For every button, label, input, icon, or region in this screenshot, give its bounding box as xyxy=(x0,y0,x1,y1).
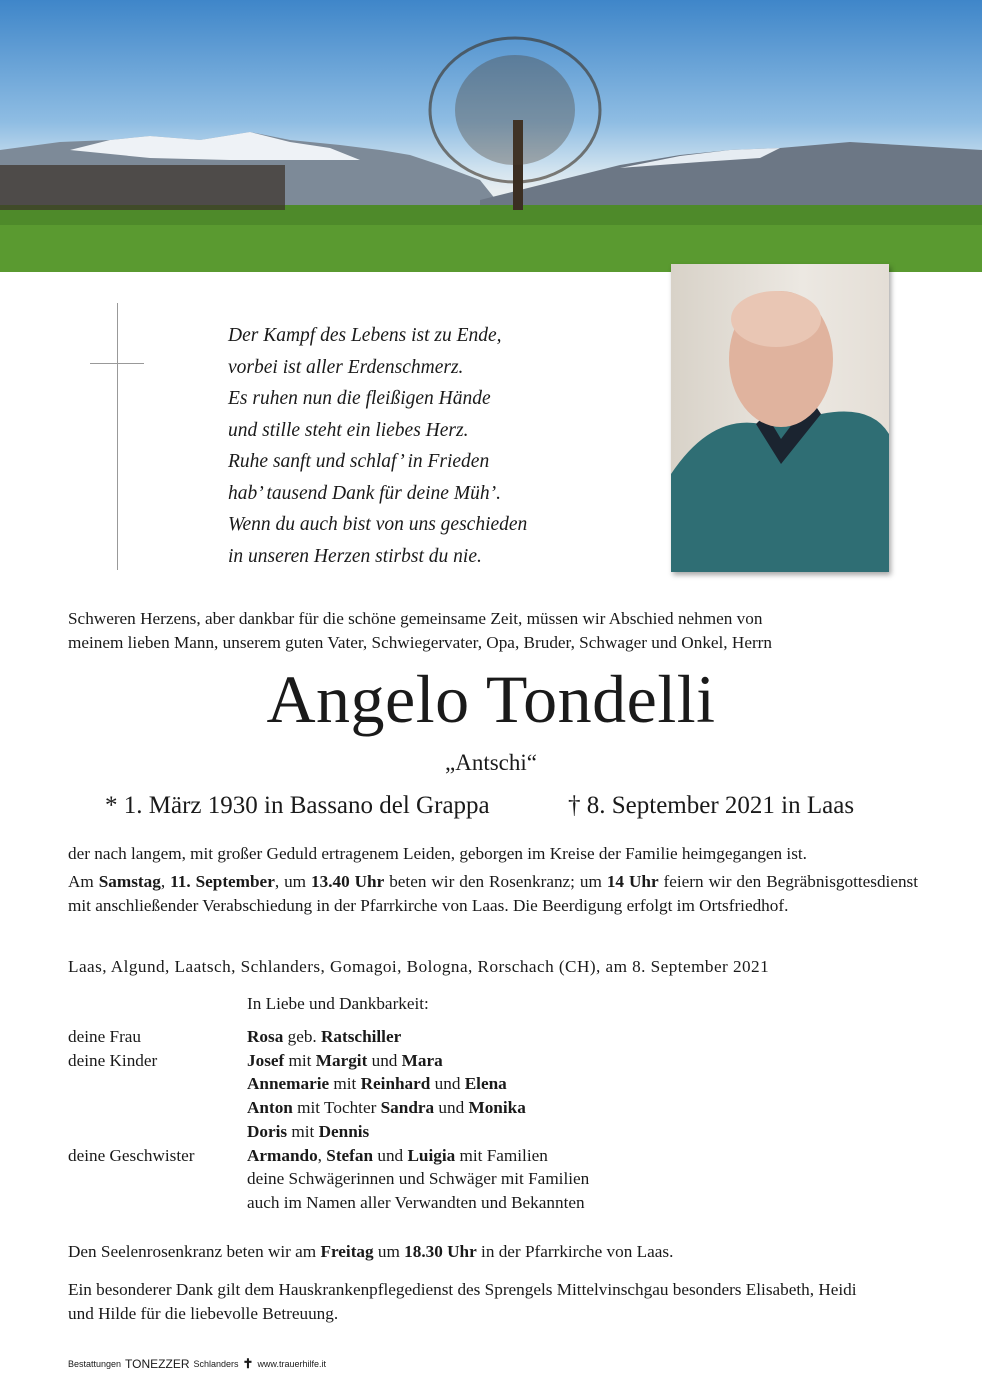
bold-text: Elena xyxy=(464,1074,507,1094)
bold-text: Freitag xyxy=(320,1242,374,1261)
intro-line: Schweren Herzens, aber dankbar für die schöne gemeinsame Zeit, müssen wir Abschied nehmen von xyxy=(68,609,763,628)
intro-line: meinem lieben Mann, unserem guten Vater, Schwiegervater, Opa, Bruder, Schwager und Onkel, Herrn xyxy=(68,633,772,652)
family-member xyxy=(247,1169,589,1189)
text: , xyxy=(160,872,171,891)
family-member xyxy=(247,1122,369,1142)
poem-line: Ruhe sanft und schlaf’ in Frieden xyxy=(228,451,490,472)
relation-label: deine Frau xyxy=(68,1027,142,1046)
poem-line: vorbei ist aller Erdenschmerz. xyxy=(228,356,464,378)
footer-prefix: Bestattungen xyxy=(68,1359,122,1369)
text: in der Pfarrkirche von Laas. xyxy=(476,1242,674,1261)
portrait-photo xyxy=(671,264,889,572)
thanks-text: Ein besonderer Dank gilt dem Hauskrankenpflegedienst des Sprengels Mittelvinschgau besonders Elisabeth, Heidi und Hilde für die liebevolle Betreuung. xyxy=(68,1280,857,1323)
landscape-banner-image xyxy=(0,0,982,272)
bold-text: 13.40 Uhr xyxy=(311,872,385,891)
relation-label: deine Kinder xyxy=(68,1050,158,1070)
bold-text: Dennis xyxy=(318,1121,370,1141)
bold-text: Ratschiller xyxy=(321,1027,402,1046)
funeral-home-brand: TONEZZER xyxy=(125,1357,190,1371)
bold-text: Mara xyxy=(401,1050,443,1070)
text: auch im Namen aller Verwandten und Bekannten xyxy=(247,1192,585,1212)
poem xyxy=(228,320,527,572)
footer-url[interactable]: www.trauerhilfe.it xyxy=(257,1359,326,1369)
gratitude-heading: In Liebe und Dankbarkeit: xyxy=(247,994,429,1013)
bold-text: 14 Uhr xyxy=(606,872,659,891)
bold-text: Armando xyxy=(247,1145,318,1165)
text: Am xyxy=(68,872,99,891)
bold-text: Monika xyxy=(468,1098,526,1118)
bold-text: Anton xyxy=(247,1098,293,1118)
family-member xyxy=(247,1074,507,1094)
relation-label: deine Geschwister xyxy=(68,1145,195,1165)
text: , xyxy=(317,1145,327,1165)
text: und xyxy=(430,1074,465,1094)
bold-text: Samstag xyxy=(98,872,161,891)
family-member xyxy=(247,1098,526,1118)
cross-symbol-bar xyxy=(90,363,144,364)
poem-line: Es ruhen nun die fleißigen Hände xyxy=(228,388,491,409)
text: um xyxy=(373,1242,405,1261)
cross-symbol xyxy=(117,303,118,570)
text: und xyxy=(367,1050,402,1070)
poem-line: Wenn du auch bist von uns geschieden xyxy=(228,514,528,535)
text: mit xyxy=(287,1121,319,1141)
bold-text: Doris xyxy=(247,1121,288,1141)
funeral-home-logo-icon: ✝︎ xyxy=(242,1356,254,1371)
nickname: „Antschi“ xyxy=(445,750,537,775)
text: mit xyxy=(284,1050,316,1070)
bold-text: 11. September xyxy=(170,872,275,891)
bold-text: Josef xyxy=(247,1050,285,1070)
bold-text: Reinhard xyxy=(360,1074,431,1094)
family-member xyxy=(247,1193,585,1213)
text: mit xyxy=(329,1074,361,1094)
text: mit Familien xyxy=(455,1145,548,1165)
bold-text: Margit xyxy=(315,1050,368,1070)
bold-text: Stefan xyxy=(326,1145,374,1165)
poem-line: hab’ tausend Dank für deine Müh’. xyxy=(228,482,501,504)
deceased-name: Angelo Tondelli xyxy=(266,661,716,737)
bold-text: Luigia xyxy=(407,1145,456,1165)
footer-location: Schlanders xyxy=(193,1359,239,1369)
family-member xyxy=(247,1146,548,1166)
bold-text: Rosa xyxy=(247,1027,284,1046)
family-member xyxy=(247,1051,443,1071)
bold-text: Annemarie xyxy=(247,1074,330,1094)
family-member xyxy=(247,1027,401,1047)
text: geb. xyxy=(283,1027,322,1046)
funeral-info xyxy=(68,870,918,918)
text: feiern wir den Begräbnisgottesdienst mit anschließender Verabschiedung in der Pfarrkirche von Laas. Die Beerdigung erfolgt im Ortsfriedhof. xyxy=(68,872,919,915)
text: , um xyxy=(274,872,312,891)
intro-text xyxy=(68,607,918,655)
poem-line: und stille steht ein liebes Herz. xyxy=(228,419,469,441)
rosary-info xyxy=(68,1240,918,1264)
poem-line: in unseren Herzen stirbst du nie. xyxy=(228,545,482,567)
funeral-home-footer xyxy=(68,1356,326,1372)
places-date: Laas, Algund, Laatsch, Schlanders, Gomagoi, Bologna, Rorschach (CH), am 8. September 2021 xyxy=(68,957,770,976)
text: und xyxy=(434,1098,469,1118)
text: Den Seelenrosenkranz beten wir am xyxy=(68,1242,321,1261)
death-date: † 8. September 2021 in Laas xyxy=(568,792,855,819)
bold-text: 18.30 Uhr xyxy=(404,1242,477,1261)
poem-line: Der Kampf des Lebens ist zu Ende, xyxy=(228,325,502,346)
text: beten wir den Rosenkranz; um xyxy=(384,872,607,891)
text: mit Tochter xyxy=(292,1098,381,1118)
text: und xyxy=(373,1145,408,1165)
birth-date: * 1. März 1930 in Bassano del Grappa xyxy=(105,792,490,819)
passing-text: der nach langem, mit großer Geduld ertragenem Leiden, geborgen im Kreise der Familie heimgegangen ist. xyxy=(68,844,807,863)
bold-text: Sandra xyxy=(380,1098,435,1118)
text: deine Schwägerinnen und Schwäger mit Familien xyxy=(247,1169,590,1189)
